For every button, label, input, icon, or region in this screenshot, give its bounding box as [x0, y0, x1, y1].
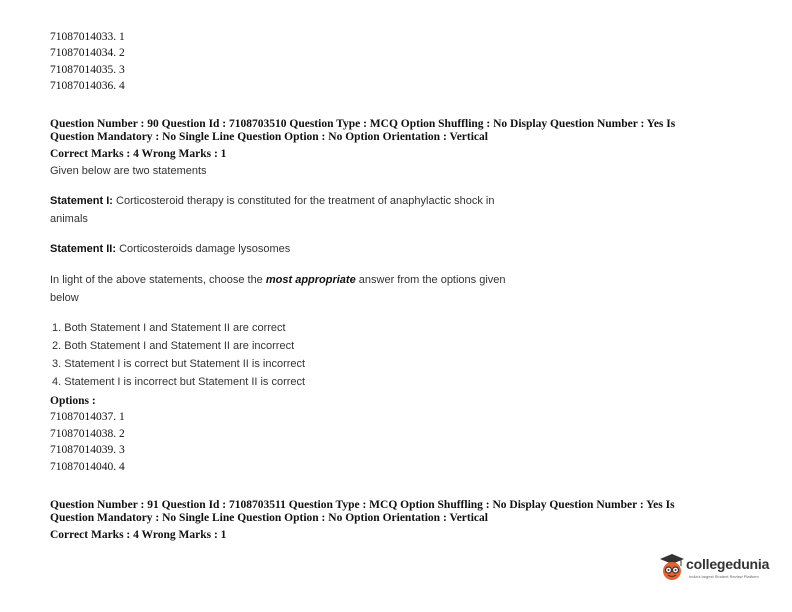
q90-statement-2: [50, 242, 290, 257]
logo-tagline: India's largest Student Review Platform: [689, 574, 759, 579]
prev-option-4: 71087014036. 4: [50, 80, 125, 92]
q90-header-line2: Question Mandatory : No Single Line Question Option : No Option Orientation : Vertical: [50, 131, 488, 143]
q90-option-4: 71087014040. 4: [50, 461, 125, 473]
q90-statement-1: [50, 194, 495, 209]
statement-1-text: Corticosteroid therapy is constituted for the treatment of anaphylactic shock in: [112, 195, 495, 207]
q90-option-2: 71087014038. 2: [50, 428, 125, 440]
instruction-emphasis: most appropriate: [265, 274, 356, 286]
statement-2-label: Statement II:: [50, 243, 117, 255]
statement-2-text: Corticosteroids damage lysosomes: [116, 243, 291, 255]
q90-options-label: Options :: [50, 395, 96, 407]
q91-header-line1: Question Number : 91 Question Id : 7108703511 Question Type : MCQ Option Shuffling : No Display Question Number : Yes Is: [50, 499, 675, 511]
prev-option-3: 71087014035. 3: [50, 64, 125, 76]
q91-marks: Correct Marks : 4 Wrong Marks : 1: [50, 529, 227, 541]
q90-choice-1: 1. Both Statement I and Statement II are correct: [52, 322, 286, 334]
q90-instruction-cont: below: [50, 292, 79, 304]
q90-choice-4: 4. Statement I is incorrect but Statement II is correct: [52, 376, 306, 388]
instruction-text-b: answer from the options given: [355, 274, 506, 286]
prev-option-1: 71087014033. 1: [50, 31, 125, 43]
q90-statement-1-cont: animals: [50, 213, 88, 225]
q90-choice-3: 3. Statement I is correct but Statement II is incorrect: [52, 358, 306, 370]
q91-header-line2: Question Mandatory : No Single Line Question Option : No Option Orientation : Vertical: [50, 512, 488, 524]
student-mascot-icon: [659, 553, 685, 583]
q90-header-line1: Question Number : 90 Question Id : 7108703510 Question Type : MCQ Option Shuffling : No Display Question Number : Yes Is: [50, 118, 676, 130]
q90-instruction: [50, 273, 506, 288]
q90-intro: Given below are two statements: [50, 165, 207, 177]
q90-choice-2: 2. Both Statement I and Statement II are incorrect: [52, 340, 295, 352]
q90-option-1: 71087014037. 1: [50, 411, 125, 423]
prev-option-2: 71087014034. 2: [50, 47, 125, 59]
q90-marks: Correct Marks : 4 Wrong Marks : 1: [50, 148, 227, 160]
instruction-text-a: In light of the above statements, choose the: [50, 274, 266, 286]
collegedunia-logo: [659, 549, 769, 587]
statement-1-label: Statement I:: [50, 195, 113, 207]
logo-wordmark: collegedunia: [686, 556, 770, 572]
q90-option-3: 71087014039. 3: [50, 444, 125, 456]
